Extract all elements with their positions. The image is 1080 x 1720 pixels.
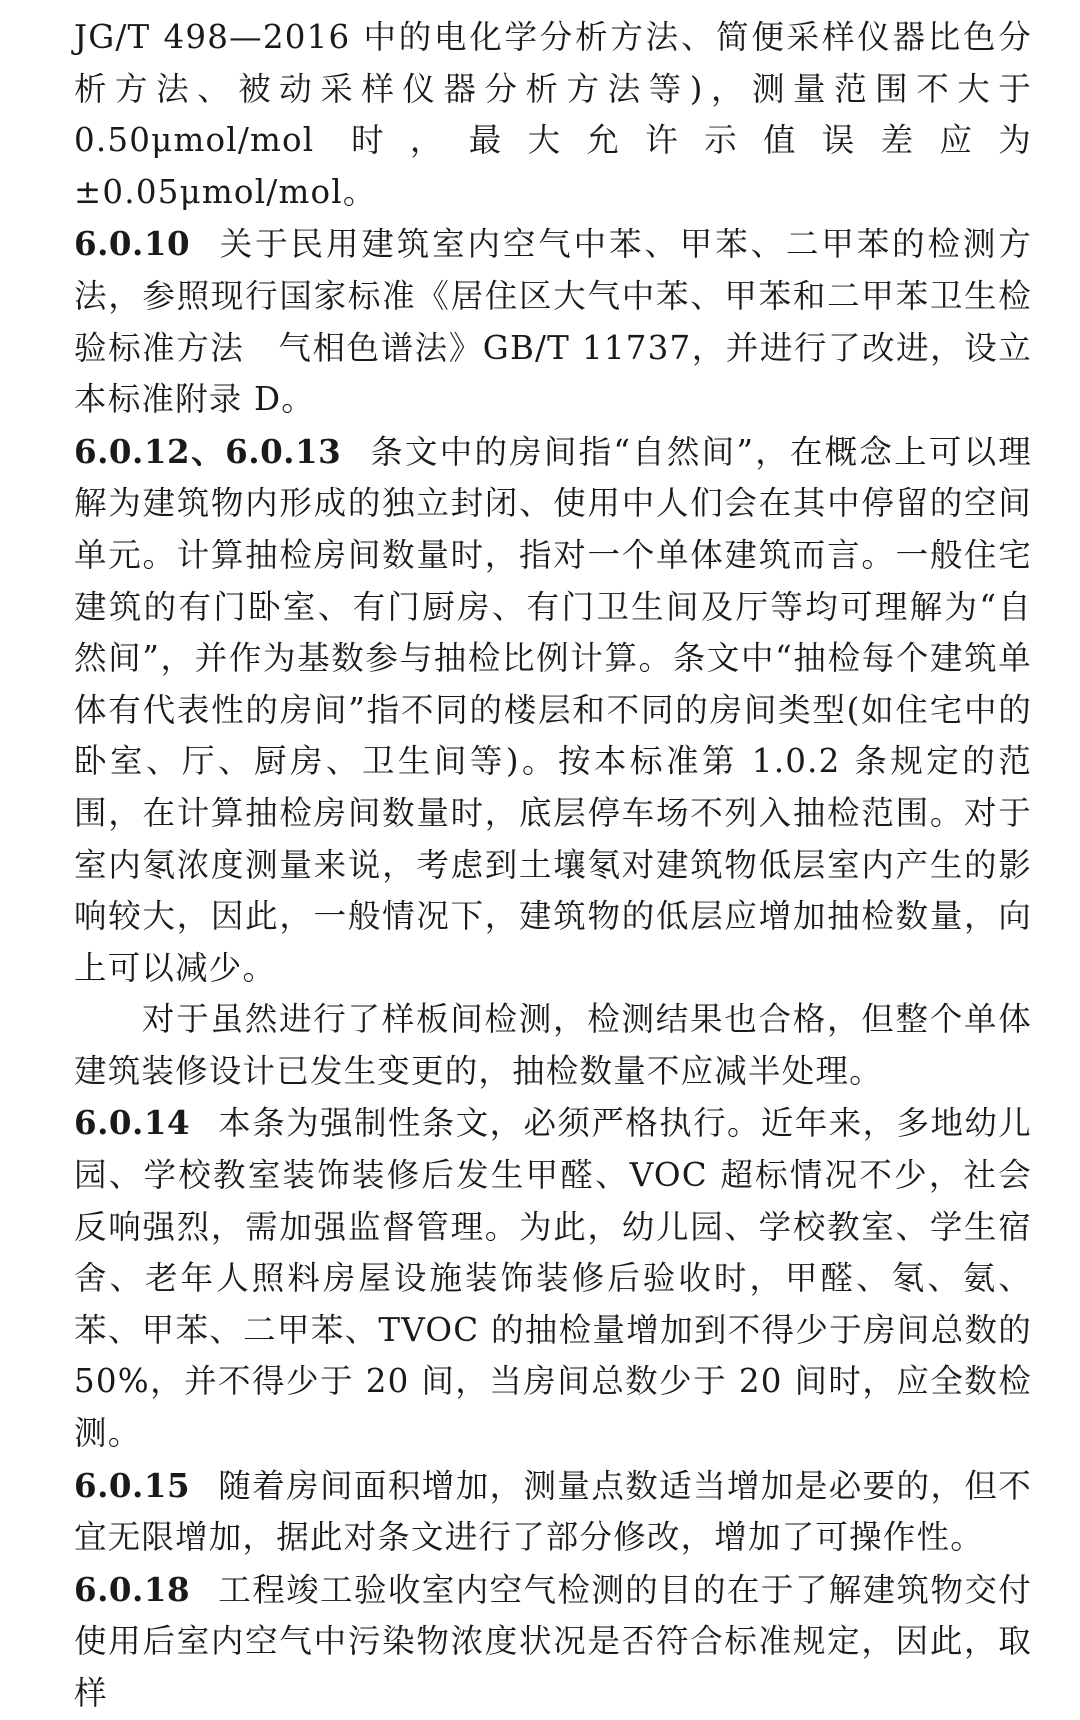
clause-6-0-14 <box>74 1097 1032 1459</box>
clause-text: 条文中的房间指“自然间”，在概念上可以理解为建筑物内形成的独立封闭、使用中人们会在其中停留的空间单元。计算抽检房间数量时，指对一个单体建筑而言。一般住宅建筑的有门卧室、有门厨房、有门卫生间及厅等均可理解为“自然间”，并作为基数参与抽检比例计算。条文中“抽检每个建筑单体有代表性的房间”指不同的楼层和不同的房间类型(如住宅中的卧室、厅、厨房、卫生间等)。按本标准第 1.0.2 条规定的范围，在计算抽检房间数量时，底层停车场不列入抽检范围。对于室内氡浓度测量来说，考虑到土壤氡对建筑物低层室内产生的影响较大，因此，一般情况下，建筑物的低层应增加抽检数量，向上可以减少。 <box>74 432 1033 987</box>
clause-6-0-18 <box>74 1564 1032 1720</box>
clause-text: 关于民用建筑室内空气中苯、甲苯、二甲苯的检测方法，参照现行国家标准《居住区大气中苯、甲苯和二甲苯卫生检验标准方法 气相色谱法》GB/T 11737，并进行了改进，设立本标准附录 D。 <box>74 225 1032 419</box>
clause-6-0-10 <box>74 218 1032 425</box>
clause-number: 6.0.14 <box>74 1103 191 1143</box>
clause-number: 6.0.12、6.0.13 <box>74 431 342 471</box>
clause-text: 工程竣工验收室内空气检测的目的在于了解建筑物交付使用后室内空气中污染物浓度状况是否符合标准规定，因此，取样 <box>74 1570 1032 1712</box>
paragraph-continuation <box>74 12 1032 218</box>
clause-number: 6.0.10 <box>74 224 191 264</box>
clause-6-0-15 <box>74 1460 1032 1564</box>
clause-number: 6.0.15 <box>74 1465 191 1505</box>
clause-number: 6.0.18 <box>74 1569 191 1609</box>
clause-text: 随着房间面积增加，测量点数适当增加是必要的，但不宜无限增加，据此对条文进行了部分修改，增加了可操作性。 <box>74 1466 1032 1557</box>
paragraph-indented <box>74 994 1032 1097</box>
clause-text: 本条为强制性条文，必须严格执行。近年来，多地幼儿园、学校教室装饰装修后发生甲醛、VOC 超标情况不少，社会反响强烈，需加强监督管理。为此，幼儿园、学校教室、学生宿舍、老年人照料房屋设施装饰装修后验收时，甲醛、氡、氨、苯、甲苯、二甲苯、TVOC 的抽检量增加到不得少于房间总数的 50%，并不得少于 20 间，当房间总数少于 20 间时，应全数检测。 <box>74 1104 1032 1453</box>
clause-6-0-12-13 <box>74 426 1032 995</box>
paragraph-text: JG/T 498—2016 中的电化学分析方法、简便采样仪器比色分析方法、被动采样仪器分析方法等)，测量范围不大于 0.50μmol/mol 时，最大允许示值误差应为±0.05μmol/mol。 <box>74 18 1032 211</box>
paragraph-text: 对于虽然进行了样板间检测，检测结果也合格，但整个单体建筑装修设计已发生变更的，抽检数量不应减半处理。 <box>74 1000 1032 1090</box>
